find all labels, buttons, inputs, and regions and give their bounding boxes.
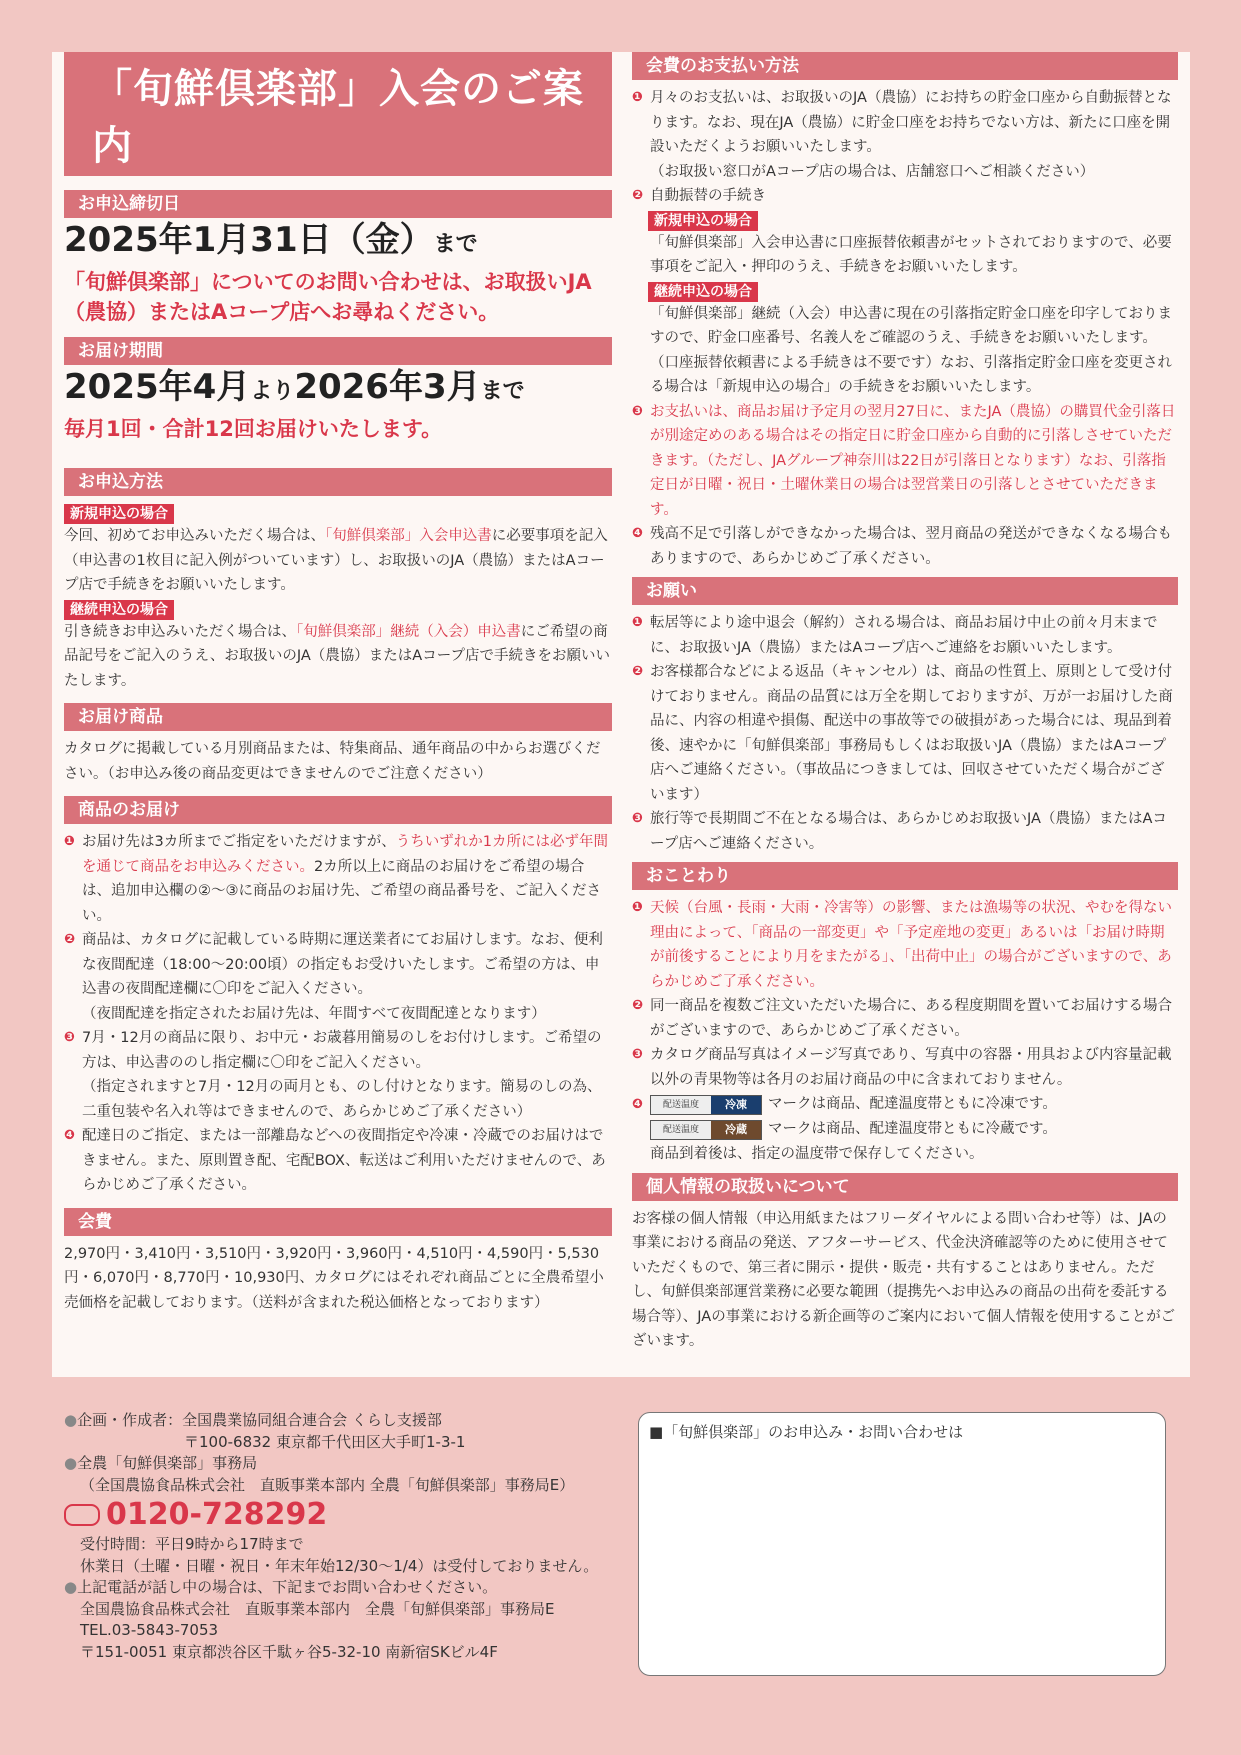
- delivery-item-3: ❸ 7月・12月の商品に限り、お中元・お歳暮用簡易のしをお付けします。ご希望の方は、申込書ののし指定欄に〇印をご記入ください。 （指定されますと7月・12月の両月とも、のし付けとなります。簡易のしの為、二重包装や名入れ等はできませんので、あらかじめご了承ください）: [64, 1030, 602, 1120]
- contact-box: [638, 1412, 1166, 1676]
- footer-planner: ●企画・作成者：全国農業協同組合連合会 くらし支援部: [64, 1411, 442, 1429]
- request-item-1: ❶ 転居等により途中退会（解約）される場合は、商品お届け中止の前々月末までに、お取扱いJA（農協）またはAコープ店へご連絡をお願いいたします。: [632, 615, 1158, 656]
- payment-item-2: ❷ 自動振替の手続き: [632, 188, 766, 204]
- footer-office: ●全農「旬鮮倶楽部」事務局: [64, 1454, 258, 1472]
- cont-apply-tag: 継続申込の場合: [64, 600, 174, 620]
- cont-apply-text: 引き続きお申込みいただく場合は、「旬鮮倶楽部」継続（入会）申込書にご希望の商品記号をご記入のうえ、お取扱いのJA（農協）またはAコープ店で手続きをお願いいたします。: [64, 623, 611, 689]
- page-title: 「旬鮮倶楽部」入会のご案内: [92, 66, 584, 169]
- payment-item-1: ❶ 月々のお支払いは、お取扱いのJA（農協）にお持ちの貯金口座から自動振替となります。なお、現在JA（農協）に貯金口座をお持ちでない方は、新たに口座を開設いただくようお願いいたします。 （お取扱い窓口がAコープ店の場合は、店舗窓口へご相談ください）: [632, 90, 1172, 180]
- privacy-header: 個人情報の取扱いについて: [632, 1173, 1178, 1201]
- free-dial-icon: [64, 1504, 100, 1526]
- payment-header: 会費のお支払い方法: [632, 52, 1178, 80]
- new-apply-tag: 新規申込の場合: [64, 504, 174, 524]
- deadline-date: 2025年1月31日（金）まで: [64, 220, 478, 260]
- period-note: 毎月1回・合計12回お届けいたします。: [64, 417, 443, 441]
- notice-item-2: ❷ 同一商品を複数ご注文いただいた場合に、ある程度期間を置いてお届けする場合がございますので、あらかじめご了承ください。: [632, 998, 1172, 1039]
- footer-holidays: 休業日（土曜・日曜・祝日・年末年始12/30〜1/4）は受付しておりません。: [80, 1556, 599, 1575]
- request-item-2: ❷ お客様都合などによる返品（キャンセル）は、商品の性質上、原則として受け付けておりません。商品の品質には万全を期しておりますが、万が一お届けした商品に、内容の相違や損傷、配送中の事故等での破損があった場合には、現品到着後、速やかに「旬鮮倶楽部」事務局もしくはお取扱いJA（農協）またはAコープ店へご連絡ください。（事故品につきましては、回収させていただく場合がございます）: [632, 664, 1173, 803]
- delivery-item-1: ❶ お届け先は3カ所までご指定をいただけますが、うちいずれか1カ所には必ず年間を通じて商品をお申込みください。2カ所以上に商品のお届けをご希望の場合は、追加申込欄の②〜③に商品のお届け先、ご希望の商品番号を、ご記入ください。: [64, 834, 608, 924]
- period-header: お届け期間: [64, 337, 612, 365]
- payment-new-tag: 新規申込の場合: [648, 211, 758, 231]
- payment-item-3: ❸ お支払いは、商品お届け予定月の翌月27日に、またJA（農協）の購買代金引落日が別途定めのある場合はその指定日に貯金口座から自動的に引落しさせていただきます。（ただし、JAグループ神奈川は22日が引落日となります）なお、引落指定日が日曜・祝日・土曜休業日の場合は翌営業日の引落しとさせていただきます。: [632, 403, 1176, 518]
- payment-cont-tag: 継続申込の場合: [648, 282, 758, 302]
- main-sheet: [52, 52, 1190, 1377]
- notice-item-1: ❶ 天候（台風・長雨・大雨・冷害等）の影響、または漁場等の状況、やむを得ない理由によって、「商品の一部変更」や「予定産地の変更」あるいは「お届け時期が前後することにより月をまたがる」、「出荷中止」の場合がございますので、あらかじめご了承ください。: [632, 900, 1172, 990]
- payment-cont-text: 「旬鮮倶楽部」継続（入会）申込書に現在の引落指定貯金口座を印字しておりますので、貯金口座番号、名義人をご確認のうえ、手続きをお願いいたします。（口座振替依頼書による手続きは不要です）なお、引落指定貯金口座を変更される場合は「新規申込の場合」の手続きをお願いいたします。: [650, 305, 1172, 395]
- footer: [52, 1392, 1190, 1700]
- footer-planner-addr: 〒100-6832 東京都千代田区大手町1-3-1: [184, 1432, 466, 1451]
- chilled-row: 配送温度 冷蔵 マークは商品、配達温度帯ともに冷蔵です。: [632, 1117, 1178, 1142]
- fee-header: 会費: [64, 1208, 612, 1236]
- footer-alt-addr: 〒151-0051 東京都渋谷区千駄ヶ谷5-32-10 南新宿SKビル4F: [80, 1642, 498, 1661]
- new-apply-text: 今回、初めてお申込みいただく場合は、「旬鮮倶楽部」入会申込書に必要事項を記入（申込書の1枚目に記入例がついています）し、お取扱いのJA（農協）またはAコープ店で手続きをお願いいたします。: [64, 528, 608, 593]
- footer-office-sub: （全国農協食品株式会社 直販事業本部内 全農「旬鮮倶楽部」事務局E）: [80, 1475, 575, 1494]
- contact-box-label: ■「旬鮮倶楽部」のお申込み・お問い合わせは: [649, 1423, 964, 1441]
- notice-header: おことわり: [632, 862, 1178, 890]
- frozen-badge: 配送温度 冷凍: [650, 1095, 762, 1115]
- free-dial-phone: 0120-728292: [64, 1496, 624, 1534]
- privacy-text: お客様の個人情報（申込用紙またはフリーダイヤルによる問い合わせ等）は、JAの事業における商品の発送、アフターサービス、代金決済確認等のために使用させていただくもので、第三者に開示・提供・販売・共有することはありません。ただし、旬鮮倶楽部運営業務に必要な範囲（提携先へお申込みの商品の出荷を委託する場合等）、JAの事業における新企画等のご案内において個人情報を使用することがございます。: [632, 1210, 1176, 1349]
- footer-busy: ●上記電話が話し中の場合は、下記までお問い合わせください。: [64, 1578, 498, 1596]
- period-dates: 2025年4月より2026年3月まで: [64, 367, 525, 407]
- footer-hours: 受付時間：平日9時から17時まで: [80, 1535, 304, 1553]
- deadline-header: お申込締切日: [64, 190, 612, 218]
- delivery-item-4: ❹ 配達日のご指定、または一部離島などへの夜間指定や冷凍・冷蔵でのお届けはできません。また、原則置き配、宅配BOX、転送はご利用いただけませんので、あらかじめご了承ください。: [64, 1128, 606, 1193]
- title-banner: [64, 52, 612, 176]
- delivery-item-2: ❷ 商品は、カタログに記載している時期に運送業者にてお届けします。なお、便利な夜間配達（18:00〜20:00頃）の指定もお受けいたします。ご希望の方は、申込書の夜間配達欄に〇印をご記入ください。 （夜間配達を指定されたお届け先は、年間すべて夜間配達となります）: [64, 932, 603, 1022]
- fee-text: 2,970円・3,410円・3,510円・3,920円・3,960円・4,510円・4,590円・5,530円・6,070円・8,770円・10,930円、カタログにはそれぞれ商品ごとに全農希望小売価格を記載しております。（送料が含まれた税込価格となっております）: [64, 1245, 604, 1311]
- frozen-row: ❹ 配送温度 冷凍 マークは商品、配達温度帯ともに冷凍です。: [632, 1092, 1178, 1117]
- chilled-badge: 配送温度 冷蔵: [650, 1120, 762, 1140]
- payment-new-text: 「旬鮮倶楽部」入会申込書に口座振替依頼書がセットされておりますので、必要事項をご記入・押印のうえ、手続きをお願いいたします。: [650, 234, 1172, 275]
- delivery-header: 商品のお届け: [64, 796, 612, 824]
- request-item-3: ❸ 旅行等で長期間ご不在となる場合は、あらかじめお取扱いJA（農協）またはAコープ店へご連絡ください。: [632, 811, 1167, 852]
- products-text: カタログに掲載している月別商品または、特集商品、通年商品の中からお選びください。（お申込み後の商品変更はできませんのでご注意ください）: [64, 741, 601, 782]
- left-column: [64, 52, 612, 1315]
- notice-item-3: ❸ カタログ商品写真はイメージ写真であり、写真中の容器・用具および内容量記載以外の青果物等は各月のお届け商品の中に含まれておりません。: [632, 1047, 1172, 1088]
- deadline-note: 「旬鮮倶楽部」についてのお問い合わせは、お取扱いJA（農協）またはAコープ店へお尋ねください。: [64, 270, 592, 324]
- footer-alt-company: 全国農協食品株式会社 直販事業本部内 全農「旬鮮倶楽部」事務局E: [80, 1599, 555, 1618]
- payment-item-4: ❹ 残高不足で引落しができなかった場合は、翌月商品の発送ができなくなる場合もありますので、あらかじめご了承ください。: [632, 526, 1172, 567]
- products-header: お届け商品: [64, 703, 612, 731]
- footer-tel: TEL.03-5843-7053: [80, 1621, 219, 1639]
- requests-header: お願い: [632, 577, 1178, 605]
- storage-text: 商品到着後は、指定の温度帯で保存してください。: [650, 1146, 984, 1162]
- apply-header: お申込方法: [64, 468, 612, 496]
- footer-contact-info: [64, 1410, 624, 1663]
- right-column: [632, 52, 1178, 1354]
